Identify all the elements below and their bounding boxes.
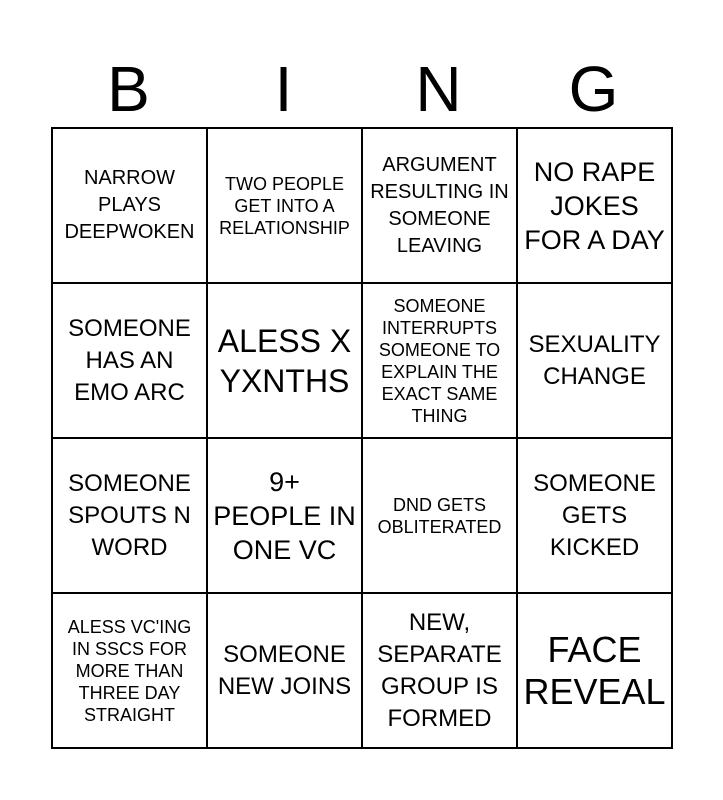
bingo-row	[52, 593, 672, 748]
bingo-cell[interactable]: DND GETS OBLITERATED	[362, 438, 517, 593]
bingo-cell[interactable]: SEXUALITY CHANGE	[517, 283, 672, 438]
header-letter-n: N	[415, 53, 462, 125]
bingo-cell[interactable]: 9+ PEOPLE IN ONE VC	[207, 438, 362, 593]
bingo-row	[52, 128, 672, 283]
bingo-cell[interactable]: ALESS VC'ING IN SSCS FOR MORE THAN THREE DAY STRAIGHT	[52, 593, 207, 748]
bingo-cell[interactable]: SOMEONE NEW JOINS	[207, 593, 362, 748]
bingo-cell[interactable]: SOMEONE INTERRUPTS SOMEONE TO EXPLAIN THE EXACT SAME THING	[362, 283, 517, 438]
bingo-card	[51, 127, 673, 749]
bingo-cell[interactable]: NEW, SEPARATE GROUP IS FORMED	[362, 593, 517, 748]
bingo-row	[52, 438, 672, 593]
bingo-cell[interactable]: ALESS X YXNTHS	[207, 283, 362, 438]
bingo-cell[interactable]: SOMEONE HAS AN EMO ARC	[52, 283, 207, 438]
bingo-header	[51, 52, 671, 126]
bingo-cell[interactable]: FACE REVEAL	[517, 593, 672, 748]
bingo-cell[interactable]: NO RAPE JOKES FOR A DAY	[517, 128, 672, 283]
bingo-cell[interactable]: NARROW PLAYS DEEPWOKEN	[52, 128, 207, 283]
bingo-cell[interactable]: ARGUMENT RESULTING IN SOMEONE LEAVING	[362, 128, 517, 283]
bingo-cell[interactable]: SOMEONE SPOUTS N WORD	[52, 438, 207, 593]
bingo-row	[52, 283, 672, 438]
header-letter-i: I	[274, 53, 293, 125]
bingo-cell[interactable]: TWO PEOPLE GET INTO A RELATIONSHIP	[207, 128, 362, 283]
header-letter-b: B	[107, 53, 150, 125]
bingo-cell[interactable]: SOMEONE GETS KICKED	[517, 438, 672, 593]
header-letter-g: G	[568, 53, 619, 125]
